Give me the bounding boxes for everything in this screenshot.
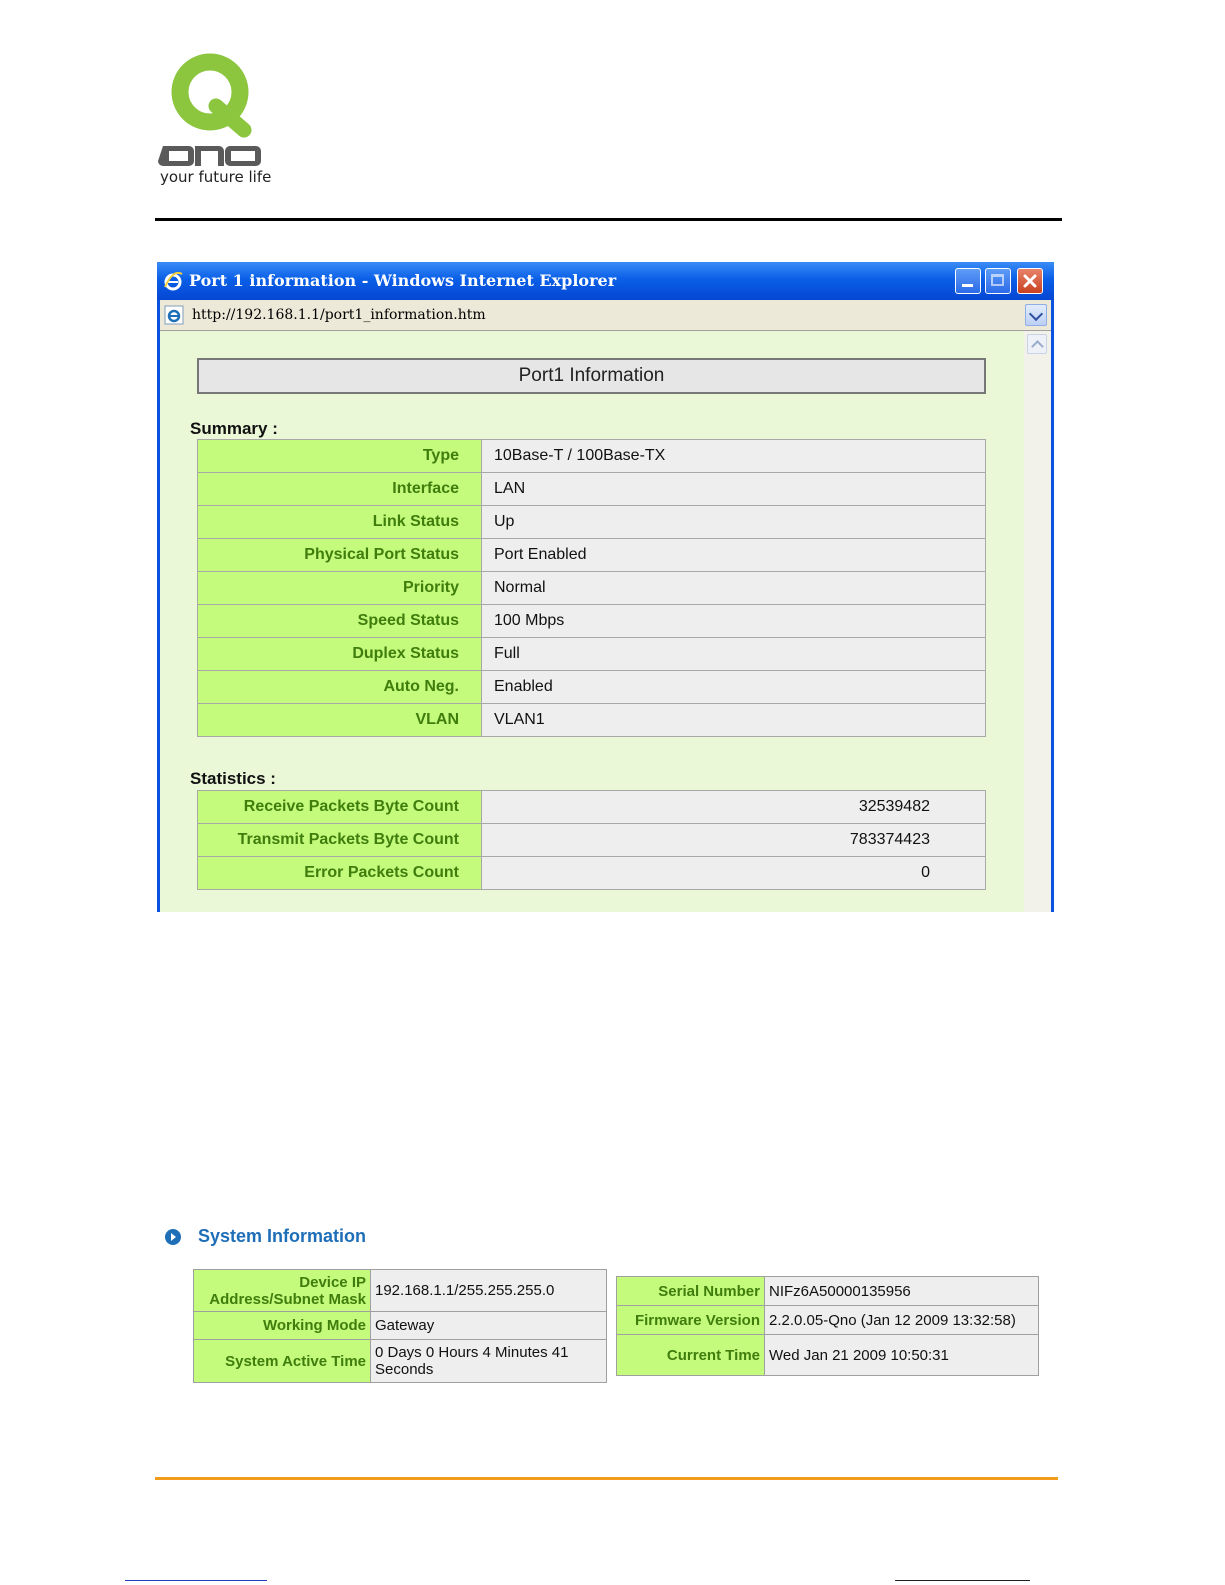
summary-row bbox=[198, 671, 986, 704]
window-title: Port 1 information - Windows Internet Explorer bbox=[189, 271, 617, 290]
page-title: Port1 Information bbox=[197, 358, 986, 394]
system-info-row-label: Device IP Address/Subnet Mask bbox=[194, 1270, 371, 1312]
summary-row bbox=[198, 506, 986, 539]
summary-row-label: Speed Status bbox=[198, 605, 482, 638]
system-info-left-table bbox=[193, 1269, 607, 1383]
minimize-button[interactable] bbox=[955, 268, 981, 294]
statistics-row bbox=[198, 791, 986, 824]
summary-row-label: Duplex Status bbox=[198, 638, 482, 671]
statistics-table bbox=[197, 790, 986, 890]
summary-row-label: Interface bbox=[198, 473, 482, 506]
page-content bbox=[160, 331, 1024, 912]
system-info-row-value: 192.168.1.1/255.255.255.0 bbox=[371, 1270, 607, 1312]
vertical-scrollbar[interactable] bbox=[1024, 331, 1051, 912]
ie-titlebar[interactable] bbox=[157, 262, 1054, 300]
address-dropdown-button[interactable] bbox=[1025, 304, 1047, 326]
summary-row bbox=[198, 704, 986, 737]
system-info-row-label: Current Time bbox=[617, 1335, 765, 1376]
footer-rule bbox=[895, 1580, 1030, 1581]
summary-row-label: Physical Port Status bbox=[198, 539, 482, 572]
system-info-row bbox=[194, 1270, 607, 1312]
statistics-row-label: Receive Packets Byte Count bbox=[198, 791, 482, 824]
close-icon bbox=[1018, 269, 1042, 293]
summary-table bbox=[197, 439, 986, 737]
summary-row-label: Auto Neg. bbox=[198, 671, 482, 704]
logo-tagline: your future life bbox=[160, 168, 272, 186]
header-divider bbox=[155, 218, 1062, 221]
summary-row bbox=[198, 440, 986, 473]
summary-row-label: Priority bbox=[198, 572, 482, 605]
qno-logo-mark bbox=[158, 52, 268, 170]
address-bar[interactable] bbox=[160, 300, 1051, 331]
system-info-row-label: System Active Time bbox=[194, 1340, 371, 1383]
statistics-row-value: 783374423 bbox=[482, 824, 986, 857]
summary-row bbox=[198, 572, 986, 605]
statistics-title: Statistics : bbox=[190, 769, 276, 788]
system-info-row-value: Gateway bbox=[371, 1312, 607, 1340]
footer-link-underline bbox=[125, 1580, 267, 1581]
system-info-row-value: 2.2.0.05-Qno (Jan 12 2009 13:32:58) bbox=[765, 1306, 1039, 1335]
chevron-up-icon bbox=[1031, 340, 1044, 353]
summary-row-value: 10Base-T / 100Base-TX bbox=[482, 440, 986, 473]
statistics-row bbox=[198, 857, 986, 890]
system-info-right-table bbox=[616, 1276, 1039, 1376]
system-info-row-value: NIFz6A50000135956 bbox=[765, 1277, 1039, 1306]
summary-row bbox=[198, 605, 986, 638]
scroll-up-button[interactable] bbox=[1027, 334, 1047, 354]
statistics-row-value: 32539482 bbox=[482, 791, 986, 824]
summary-row-value: Up bbox=[482, 506, 986, 539]
maximize-icon bbox=[991, 274, 1004, 286]
summary-row-value: 100 Mbps bbox=[482, 605, 986, 638]
url-text: http://192.168.1.1/port1_information.htm bbox=[192, 307, 486, 323]
maximize-button[interactable] bbox=[985, 268, 1011, 294]
ie-logo-icon bbox=[163, 271, 183, 291]
summary-title: Summary : bbox=[190, 419, 278, 438]
summary-row bbox=[198, 638, 986, 671]
close-button[interactable] bbox=[1017, 268, 1043, 294]
chevron-down-icon bbox=[1029, 307, 1043, 321]
system-info-row bbox=[617, 1277, 1039, 1306]
system-info-row-label: Firmware Version bbox=[617, 1306, 765, 1335]
summary-row-value: Enabled bbox=[482, 671, 986, 704]
qno-logo bbox=[158, 52, 272, 187]
summary-row-label: VLAN bbox=[198, 704, 482, 737]
system-info-row bbox=[194, 1340, 607, 1383]
summary-row-value: LAN bbox=[482, 473, 986, 506]
system-info-row bbox=[617, 1306, 1039, 1335]
system-info-row bbox=[617, 1335, 1039, 1376]
system-info-title: System Information bbox=[198, 1226, 367, 1246]
system-info-row-label: Working Mode bbox=[194, 1312, 371, 1340]
arrow-circle-icon bbox=[165, 1229, 181, 1245]
summary-row-value: Normal bbox=[482, 572, 986, 605]
footer-divider bbox=[155, 1477, 1058, 1480]
summary-row-label: Link Status bbox=[198, 506, 482, 539]
summary-row-label: Type bbox=[198, 440, 482, 473]
statistics-row-label: Error Packets Count bbox=[198, 857, 482, 890]
summary-row-value: Port Enabled bbox=[482, 539, 986, 572]
ie-window bbox=[157, 262, 1054, 912]
statistics-row-value: 0 bbox=[482, 857, 986, 890]
statistics-row-label: Transmit Packets Byte Count bbox=[198, 824, 482, 857]
system-info-row-label: Serial Number bbox=[617, 1277, 765, 1306]
system-info-row-value: 0 Days 0 Hours 4 Minutes 41 Seconds bbox=[371, 1340, 607, 1383]
summary-row bbox=[198, 473, 986, 506]
system-info-row bbox=[194, 1312, 607, 1340]
system-info-row-value: Wed Jan 21 2009 10:50:31 bbox=[765, 1335, 1039, 1376]
summary-row-value: Full bbox=[482, 638, 986, 671]
page-icon bbox=[164, 305, 184, 325]
summary-row-value: VLAN1 bbox=[482, 704, 986, 737]
summary-row bbox=[198, 539, 986, 572]
statistics-row bbox=[198, 824, 986, 857]
minimize-icon bbox=[962, 284, 973, 287]
